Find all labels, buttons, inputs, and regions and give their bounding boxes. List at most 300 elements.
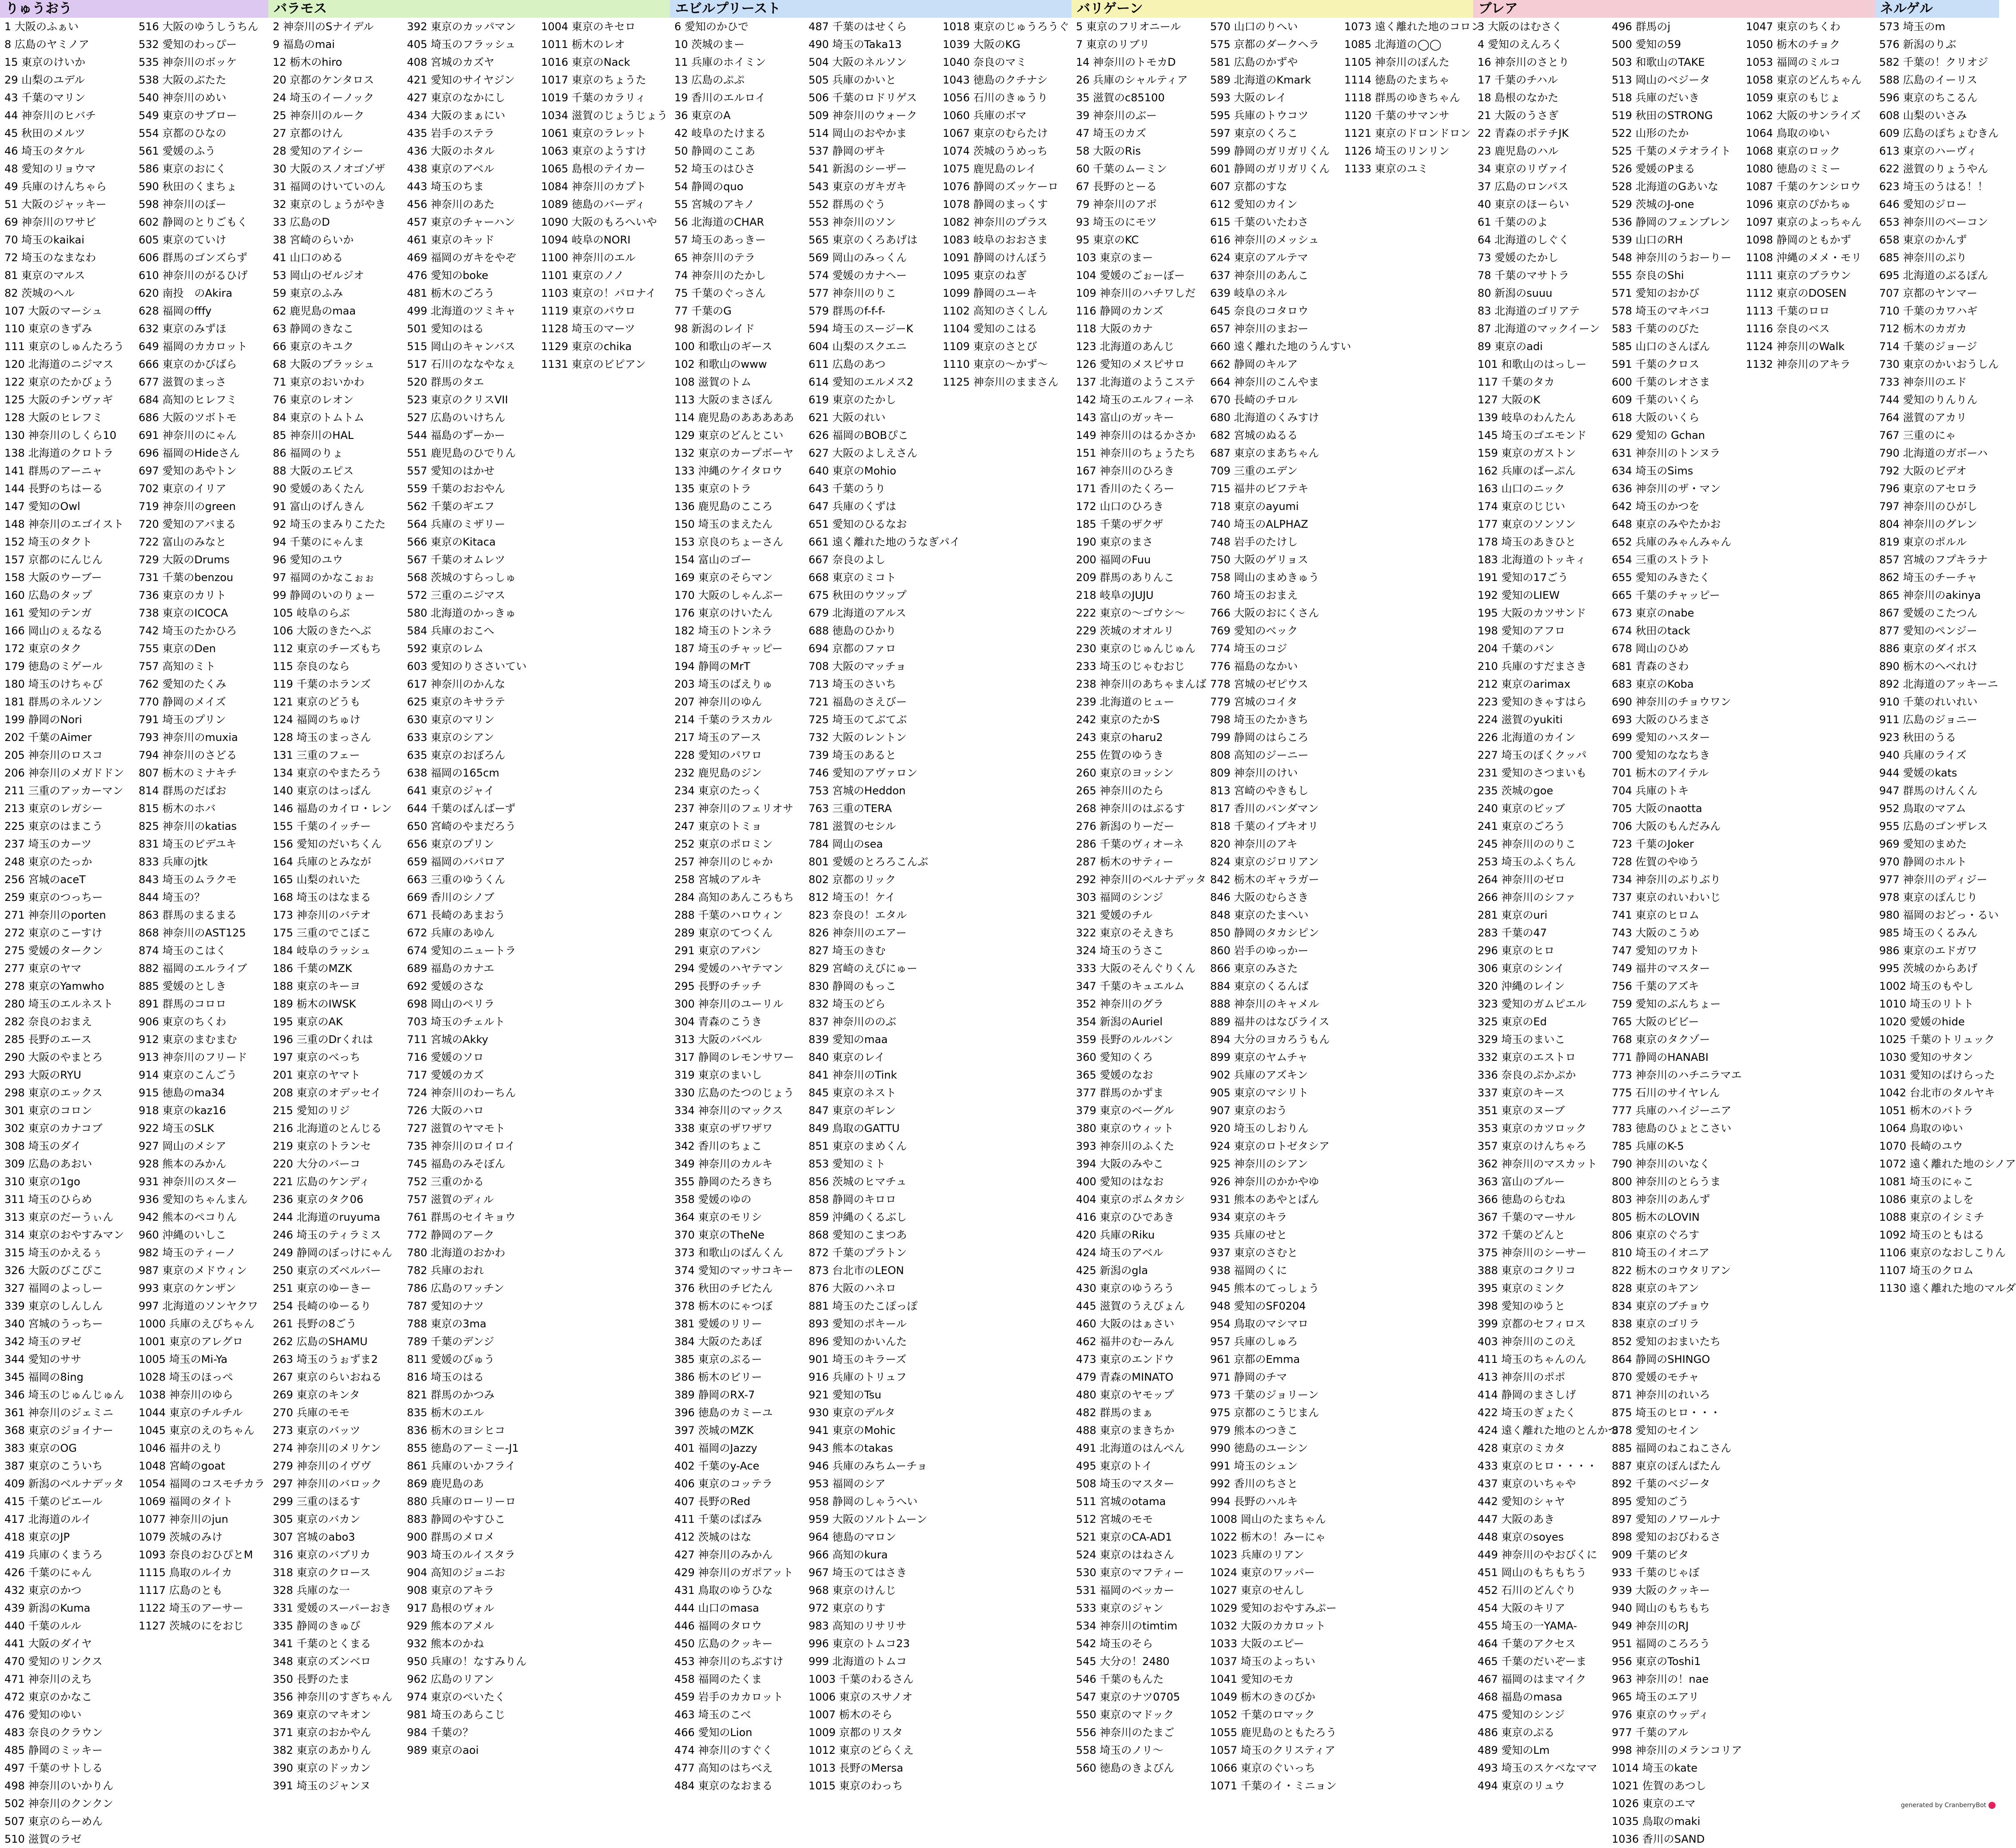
player-entry: 506 千葉のロドリゲス [809, 92, 917, 104]
player-entry: 621 大阪のれい [809, 411, 886, 424]
player-entry: 464 千葉のアクセス [1478, 1637, 1576, 1650]
player-entry: 176 東京のけいたん [674, 607, 773, 619]
player-entry: 1101 東京のノノ [541, 269, 624, 282]
section-3 [1072, 0, 1482, 1812]
player-entry: 485 静岡のミッキー [4, 1744, 103, 1756]
player-entry: 866 東京のみさた [1210, 962, 1298, 975]
player-entry: 1069 福岡のタイト [139, 1495, 233, 1508]
player-entry: 893 愛知のポキール [809, 1318, 907, 1330]
player-entry: 665 千葉のチャッピー [1612, 589, 1720, 601]
player-entry: 942 熊本のペコりん [139, 1211, 237, 1223]
player-entry: 391 埼玉のジャンヌ [273, 1780, 371, 1792]
player-entry: 534 神奈川のtimtim [1076, 1620, 1178, 1632]
player-entry: 553 神奈川のソン [809, 216, 896, 228]
player-entry: 858 静岡のキロロ [809, 1193, 896, 1206]
player-entry: 842 栃木のギャラガー [1210, 873, 1319, 886]
player-entry: 946 兵庫のみちムーチョ [809, 1460, 928, 1472]
player-entry: 825 神奈川のkatias [139, 820, 237, 832]
player-entry: 83 北海道のゴリアテ [1478, 305, 1580, 317]
player-entry: 771 静岡のHANABI [1612, 1051, 1709, 1063]
player-entry: 84 東京のトムトム [273, 411, 365, 424]
player-entry: 962 広島のリアン [407, 1673, 494, 1685]
player-entry: 955 広島のゴンザレス [1879, 820, 1988, 832]
player-entry: 209 群馬のありんこ [1076, 571, 1175, 584]
player-entry: 635 東京のおぼろん [407, 749, 506, 761]
player-entry: 523 東京のクリスVII [407, 394, 508, 406]
player-entry: 437 東京のいちゃや [1478, 1478, 1576, 1490]
player-entry: 647 兵庫のくずは [809, 500, 896, 513]
player-entry: 409 新潟のベルナデッタ [4, 1478, 124, 1490]
section-1 [268, 0, 670, 1812]
player-entry: 75 千葉のぐっさん [674, 287, 766, 299]
player-entry: 145 埼玉のゴエモンド [1478, 429, 1587, 442]
player-entry: 989 東京のaoi [407, 1744, 479, 1756]
player-entry: 58 大阪のRis [1076, 145, 1141, 157]
player-entry: 1127 茨城のにをおじ [139, 1620, 244, 1632]
player-entry: 71 東京のおいかわ [273, 376, 365, 388]
player-entry: 696 福岡のHideさん [139, 447, 240, 459]
player-entry: 972 東京のりす [809, 1602, 886, 1614]
player-entry: 182 埼玉のトンネラ [674, 625, 773, 637]
player-entry: 999 北海道のトムコ [809, 1655, 907, 1668]
player-entry: 661 遠く離れた地のうなぎパイ [809, 536, 960, 548]
player-entry: 700 愛知のななちき [1612, 749, 1710, 761]
player-entry: 570 山口のりへい [1210, 20, 1298, 33]
player-entry: 747 愛知のワカト [1612, 944, 1700, 957]
player-entry: 199 静岡のNori [4, 713, 82, 726]
player-entry: 323 愛知のガムピエル [1478, 998, 1587, 1010]
player-entry: 873 台北市のLEON [809, 1264, 904, 1277]
player-entry: 1124 神奈川のWalk [1746, 340, 1845, 353]
player-entry: 623 埼玉のうはる！！ [1879, 180, 1988, 193]
player-entry: 110 東京のきずみ [4, 323, 92, 335]
player-entry: 767 三重のにゃ [1879, 429, 1956, 442]
player-entry: 1003 千葉のわるさん [809, 1673, 914, 1685]
player-entry: 1088 東京のイシミチ [1879, 1211, 1984, 1223]
player-entry: 389 静岡のRX-7 [674, 1389, 755, 1401]
player-entry: 1034 滋賀のじょうじょう [541, 109, 668, 122]
player-entry: 266 神奈川のシファ [1478, 891, 1576, 904]
player-entry: 392 東京のカッパマン [407, 20, 516, 33]
player-entry: 459 岩手のカカロット [674, 1691, 783, 1703]
player-entry: 1061 東京のラレット [541, 127, 646, 139]
player-entry: 902 兵庫のアズキン [1210, 1069, 1308, 1081]
player-entry: 72 埼玉のなまなわ [4, 251, 96, 264]
player-entry: 732 大阪のレントン [809, 731, 907, 744]
player-entry: 1036 香川のSAND [1612, 1833, 1705, 1845]
player-entry: 486 東京のぷる [1478, 1726, 1555, 1739]
player-entry: 586 東京のおにく [139, 163, 227, 175]
player-entry: 59 東京のふみ [273, 287, 343, 299]
player-entry: 5 東京のフリオニール [1076, 20, 1181, 33]
player-entry: 1095 東京のねぎ [943, 269, 1027, 282]
player-entry: 345 福岡の8ing [4, 1371, 84, 1383]
player-entry: 416 東京のひであき [1076, 1211, 1175, 1223]
player-entry: 125 大阪のチンヴァギ [4, 394, 113, 406]
player-entry: 915 徳島のma34 [139, 1087, 225, 1099]
player-entry: 1060 兵庫のボマ [943, 109, 1027, 122]
player-entry: 886 東京のダイボス [1879, 642, 1977, 655]
player-entry: 571 愛知のおかび [1612, 287, 1700, 299]
player-entry: 476 愛知のboke [407, 269, 489, 282]
player-entry: 990 徳島のユーシン [1210, 1442, 1308, 1454]
player-entry: 25 神奈川のルーク [273, 109, 365, 122]
player-entry: 489 愛知のLm [1478, 1744, 1550, 1756]
player-entry: 554 京都のひなの [139, 127, 227, 139]
player-entry: 613 東京のハーヴィ [1879, 145, 1977, 157]
player-entry: 846 大阪のむらさき [1210, 891, 1309, 904]
player-entry: 170 大阪のしゃんぷー [674, 589, 784, 601]
player-entry: 1023 兵庫のリアン [1210, 1549, 1304, 1561]
player-entry: 448 東京のsoyes [1478, 1531, 1564, 1543]
player-entry: 958 静岡のしゃうへい [809, 1495, 918, 1508]
player-entry: 208 東京のオデッセイ [273, 1087, 382, 1099]
player-entry: 512 宮城のモモ [1076, 1513, 1153, 1525]
player-entry: 1119 東京のパウロ [541, 305, 636, 317]
player-entry: 977 千葉のアル [1612, 1726, 1689, 1739]
player-entry: 394 大阪のみやこ [1076, 1158, 1164, 1170]
player-entry: 1109 東京のさとび [943, 340, 1037, 353]
player-entry: 27 京都のけん [273, 127, 343, 139]
player-entry: 737 東京のれいわいじ [1612, 891, 1721, 904]
player-entry: 692 愛媛のさな [407, 980, 484, 992]
player-entry: 911 広島のジョニー [1879, 713, 1977, 726]
player-entry: 936 愛知のちゃんまん [139, 1193, 248, 1206]
player-entry: 371 東京のおかやん [273, 1726, 371, 1739]
player-entry: 225 東京のはまこう [4, 820, 103, 832]
player-entry: 23 鹿児島のハル [1478, 145, 1559, 157]
player-entry: 1112 東京のDOSEN [1746, 287, 1847, 299]
player-entry: 772 静岡のアーク [407, 1229, 494, 1241]
player-entry: 601 静岡のガリガリくん [1210, 163, 1330, 175]
player-entry: 920 埼玉のしおりん [1210, 1122, 1309, 1135]
player-entry: 769 愛知のベック [1210, 625, 1298, 637]
player-entry: 157 京都のにんじん [4, 554, 103, 566]
player-entry: 836 栃木のヨシヒコ [407, 1424, 506, 1437]
player-entry: 812 埼玉の！ケイ [809, 891, 896, 904]
player-entry: 378 栃木のにゃつぼ [674, 1300, 773, 1312]
player-entry: 996 東京のトムコ23 [809, 1637, 910, 1650]
player-entry: 731 千葉のbenzou [139, 571, 234, 584]
player-entry: 643 千葉のうり [809, 482, 886, 495]
player-entry: 1027 東京のせんし [1210, 1584, 1305, 1597]
player-entry: 297 神奈川のバロック [273, 1478, 382, 1490]
player-entry: 385 東京のぷるー [674, 1353, 762, 1366]
player-entry: 637 神奈川のあんこ [1210, 269, 1309, 282]
player-entry: 1097 東京のよっちゃん [1746, 216, 1862, 228]
player-entry: 817 香川のバンダマン [1210, 802, 1319, 815]
player-entry: 638 福岡の165cm [407, 767, 499, 779]
player-entry: 726 大阪のハロ [407, 1104, 484, 1117]
player-entry: 313 大阪のバベル [674, 1033, 762, 1046]
player-entry: 177 東京のソンソン [1478, 518, 1576, 530]
player-entry: 178 埼玉のあきひと [1478, 536, 1576, 548]
entry-column [273, 18, 401, 1795]
player-entry: 992 香川のちさと [1210, 1478, 1298, 1490]
player-entry: 1020 愛媛のhide [1879, 1016, 1965, 1028]
player-entry: 869 鹿児島のあ [407, 1478, 484, 1490]
player-entry: 714 千葉のジョージ [1879, 340, 1977, 353]
player-entry: 756 千葉のアズキ [1612, 980, 1699, 992]
player-entry: 330 広島のたつのじょう [674, 1087, 794, 1099]
player-entry: 568 茨城のすらっしゅ [407, 571, 516, 584]
player-entry: 431 鳥取のゆうひな [674, 1584, 773, 1597]
player-entry: 1006 東京のスサノオ [809, 1691, 913, 1703]
player-entry: 484 東京のなおまる [674, 1780, 773, 1792]
player-entry: 122 東京のたかびょう [4, 376, 114, 388]
player-entry: 295 長野のチッチ [674, 980, 762, 992]
player-entry: 435 岩手のステラ [407, 127, 494, 139]
player-entry: 296 東京のヒロ [1478, 944, 1555, 957]
player-entry: 365 愛媛のなお [1076, 1069, 1153, 1081]
player-entry: 340 宮城のうっちー [4, 1318, 103, 1330]
player-entry: 686 大阪のツボトモ [139, 411, 237, 424]
player-entry: 461 東京のキッド [407, 234, 494, 246]
player-entry: 835 栃木のエル [407, 1406, 484, 1419]
player-entry: 293 大阪のRYU [4, 1069, 81, 1081]
player-entry: 37 広島のロンパス [1478, 180, 1569, 193]
player-entry: 119 千葉のホランズ [273, 678, 371, 690]
player-entry: 1086 東京のよしを [1879, 1193, 1974, 1206]
player-entry: 579 群馬のf-f-f- [809, 305, 885, 317]
player-entry: 1047 東京のちくわ [1746, 20, 1841, 33]
player-entry: 559 千葉のおおやん [407, 482, 506, 495]
player-entry: 1107 埼玉のクロム [1879, 1264, 1974, 1277]
player-entry: 298 東京のエックス [4, 1087, 103, 1099]
player-entry: 332 東京のエストロ [1478, 1051, 1576, 1063]
player-entry: 678 岡山のひめ [1612, 642, 1689, 655]
player-entry: 246 埼玉のティラミス [273, 1229, 381, 1241]
player-entry: 280 埼玉のエルネスト [4, 998, 113, 1010]
player-entry: 528 北海道のGあいな [1612, 180, 1719, 193]
player-entry: 206 神奈川のメガドドン [4, 767, 124, 779]
player-entry: 1072 遠く離れた地のシノア [1879, 1158, 2016, 1170]
player-entry: 74 神奈川のたかし [674, 269, 766, 282]
player-entry: 488 東京のまきちか [1076, 1424, 1175, 1437]
player-entry: 811 愛媛のびゅう [407, 1353, 495, 1366]
player-entry: 960 沖縄のいしこ [139, 1229, 227, 1241]
player-entry: 857 宮城のフプキラナ [1879, 554, 1988, 566]
player-entry: 1075 鹿児島のレイ [943, 163, 1037, 175]
player-entry: 94 千葉のにゃんま [273, 536, 364, 548]
player-entry: 462 福井のむーみん [1076, 1335, 1175, 1348]
player-entry: 222 東京の～ゴウシ～ [1076, 607, 1185, 619]
player-entry: 221 広島のケンディ [273, 1175, 370, 1188]
player-entry: 565 東京のくろあげは [809, 234, 918, 246]
player-entry: 271 神奈川のporten [4, 909, 106, 921]
player-entry: 413 神奈川のポポ [1478, 1371, 1566, 1383]
player-entry: 1021 佐賀のあつし [1612, 1780, 1706, 1792]
player-entry: 1092 埼玉のともはる [1879, 1229, 1984, 1241]
player-entry: 35 滋賀のc85100 [1076, 92, 1165, 104]
player-entry: 490 埼玉のTaka13 [809, 38, 902, 51]
player-entry: 127 大阪のK [1478, 394, 1541, 406]
player-entry: 191 愛知の17ごう [1478, 571, 1568, 584]
player-entry: 401 福岡のJazzy [674, 1442, 757, 1454]
player-entry: 1089 徳島のバーディ [541, 198, 645, 211]
player-entry: 898 愛知のおびわるさ [1612, 1531, 1721, 1543]
player-entry: 105 岐阜のらぶ [273, 607, 350, 619]
player-entry: 526 愛媛のPまる [1612, 163, 1695, 175]
player-entry: 109 神奈川のハチワしだ [1076, 287, 1196, 299]
player-entry: 986 東京のエドガワ [1879, 944, 1977, 957]
player-entry: 561 愛媛のふう [139, 145, 216, 157]
player-entry: 104 愛媛のごぉーぼー [1076, 269, 1185, 282]
player-entry: 535 神奈川のボッケ [139, 56, 237, 68]
player-entry: 1129 東京のchika [541, 340, 632, 353]
player-entry: 961 京都のEmma [1210, 1353, 1300, 1366]
player-entry: 13 広島のぷぷ [674, 74, 745, 86]
player-entry: 194 静岡のMrT [674, 660, 750, 673]
player-entry: 256 宮城のaceT [4, 873, 86, 886]
player-entry: 808 高知のジーニー [1210, 749, 1309, 761]
player-entry: 671 長崎のあまおう [407, 909, 506, 921]
player-entry: 547 東京のナツ0705 [1076, 1691, 1180, 1703]
player-entry: 1012 東京のどらくえ [809, 1744, 914, 1756]
player-entry: 889 福井のはなびライス [1210, 1016, 1330, 1028]
player-entry: 162 兵庫のぱーぷん [1478, 465, 1576, 477]
player-entry: 226 北海道のカイン [1478, 731, 1576, 744]
player-entry: 48 愛知のリョウマ [4, 163, 96, 175]
player-entry: 1104 愛知のこはる [943, 323, 1037, 335]
player-entry: 878 愛知のセイン [1612, 1424, 1699, 1437]
player-entry: 935 兵庫のせと [1210, 1229, 1287, 1241]
player-entry: 374 愛知のマッサコキー [674, 1264, 793, 1277]
player-entry: 940 兵庫のライズ [1879, 749, 1967, 761]
player-entry: 907 東京のおう [1210, 1104, 1287, 1117]
player-entry: 818 千葉のイブキオリ [1210, 820, 1319, 832]
player-entry: 924 東京のロトゼタシア [1210, 1140, 1330, 1152]
player-entry: 654 三重のストラト [1612, 554, 1710, 566]
player-entry: 594 埼玉のスージーK [809, 323, 913, 335]
player-entry: 470 愛知のリンクス [4, 1655, 103, 1668]
player-entry: 810 埼玉のイオニア [1612, 1247, 1709, 1259]
player-entry: 830 静岡のもっこ [809, 980, 896, 992]
player-entry: 669 香川のシノブ [407, 891, 494, 904]
player-entry: 337 東京のキース [1478, 1087, 1565, 1099]
player-entry: 412 茨城のはな [674, 1531, 752, 1543]
player-entry: 618 大阪のいくら [1612, 411, 1700, 424]
player-entry: 596 東京のちこるん [1879, 92, 1978, 104]
player-entry: 929 熊本のアメル [407, 1620, 494, 1632]
player-entry: 501 愛知のはる [407, 323, 484, 335]
player-entry: 538 大阪のぶたた [139, 74, 227, 86]
player-entry: 1008 岡山のたまちゃん [1210, 1513, 1326, 1525]
player-entry: 99 静岡のいのりょー [273, 589, 375, 601]
player-entry: 581 広島のかずや [1210, 56, 1298, 68]
player-entry: 148 神奈川のエゴイスト [4, 518, 124, 530]
player-entry: 474 神奈川のすぐく [674, 1744, 773, 1756]
player-entry: 168 埼玉のはなまる [273, 891, 371, 904]
player-entry: 723 千葉のJoker [1612, 838, 1694, 850]
player-entry: 733 神奈川のエド [1879, 376, 1967, 388]
player-entry: 627 大阪のよしえさん [809, 447, 918, 459]
player-entry: 1024 東京のワッパー [1210, 1566, 1315, 1579]
player-entry: 861 兵庫のいかフライ [407, 1460, 516, 1472]
player-entry: 169 東京のそらマン [674, 571, 773, 584]
player-entry: 760 埼玉のおまえ [1210, 589, 1298, 601]
player-entry: 841 神奈川のTink [809, 1069, 897, 1081]
player-entry: 334 神奈川のマックス [674, 1104, 783, 1117]
player-entry: 543 東京のガキガキ [809, 180, 907, 193]
player-entry: 697 愛知のあやトン [139, 465, 237, 477]
player-entry: 1108 沖縄のメメ・モリ [1746, 251, 1862, 264]
player-entry: 45 秋田のメルツ [4, 127, 86, 139]
player-entry: 910 千葉のれいれい [1879, 696, 1978, 708]
player-entry: 315 埼玉のかえるぅ [4, 1247, 103, 1259]
player-entry: 12 栃木のhiro [273, 56, 343, 68]
player-entry: 144 長野のちはーる [4, 482, 103, 495]
player-entry: 26 兵庫のシャルティア [1076, 74, 1188, 86]
player-entry: 187 埼玉のチャッピー [674, 642, 783, 655]
player-entry: 834 東京のブチョウ [1612, 1300, 1710, 1312]
player-entry: 1018 東京のじゅうろうぐ [943, 20, 1069, 33]
player-entry: 428 東京のミカタ [1478, 1442, 1566, 1454]
player-entry: 154 富山のゴー [674, 554, 752, 566]
player-entry: 985 埼玉のくるみん [1879, 927, 1978, 939]
player-entry: 146 福島のカイロ・レン [273, 802, 392, 815]
player-entry: 425 新潟のgla [1076, 1264, 1148, 1277]
player-entry: 388 東京のコクリコ [1478, 1264, 1576, 1277]
player-entry: 691 神奈川のにゃん [139, 429, 237, 442]
player-entry: 829 宮崎のえびにゅー [809, 962, 917, 975]
player-entry: 258 宮城のアルキ [674, 873, 762, 886]
player-entry: 1030 愛知のサタン [1879, 1051, 1973, 1063]
player-entry: 711 宮城のAkky [407, 1033, 488, 1046]
player-entry: 357 東京のけんちゃろ [1478, 1140, 1587, 1152]
player-entry: 115 奈良のなら [273, 660, 350, 673]
player-entry: 117 千葉のタカ [1478, 376, 1555, 388]
player-entry: 421 愛知のサイヤジン [407, 74, 515, 86]
player-entry: 446 福岡のタロウ [674, 1620, 762, 1632]
player-entry: 414 静岡のまさしげ [1478, 1389, 1576, 1401]
player-entry: 572 三重のニジマス [407, 589, 506, 601]
player-entry: 620 南投 のAkira [139, 287, 232, 299]
player-entry: 957 兵庫のしゅろ [1210, 1335, 1298, 1348]
player-entry: 645 奈良のコタロウ [1210, 305, 1309, 317]
player-entry: 823 奈良の！エタル [809, 909, 907, 921]
player-entry: 477 高知のはちべえ [674, 1762, 773, 1774]
player-entry: 264 神奈川のゼロ [1478, 873, 1566, 886]
player-entry: 303 福岡のシンジ [1076, 891, 1163, 904]
player-entry: 186 千葉のMZK [273, 962, 352, 975]
player-entry: 107 大阪のマーシュ [4, 305, 103, 317]
player-entry: 307 宮城のabo3 [273, 1531, 355, 1543]
player-entry: 498 神奈川のいかりん [4, 1780, 114, 1792]
player-entry: 403 神奈川のこのえ [1478, 1335, 1576, 1348]
player-entry: 1085 北海道の◯◯ [1344, 38, 1442, 51]
player-entry: 656 東京のプリン [407, 838, 494, 850]
player-entry: 381 愛媛のリリー [674, 1318, 762, 1330]
player-entry: 103 東京のまー [1076, 251, 1153, 264]
player-entry: 787 愛知のナツ [407, 1300, 484, 1312]
player-entry: 1090 大阪のもろへいや [541, 216, 657, 228]
player-entry: 38 宮崎のらいか [273, 234, 354, 246]
player-entry: 979 熊本のつきこ [1210, 1424, 1298, 1437]
player-entry: 368 東京のジョイナー [4, 1424, 113, 1437]
player-entry: 247 東京のトミョ [674, 820, 762, 832]
player-entry: 116 静岡のカンズ [1076, 305, 1163, 317]
player-entry: 335 静岡のきゅび [273, 1620, 361, 1632]
player-entry: 925 神奈川のシアン [1210, 1158, 1308, 1170]
player-entry: 939 大阪のクッキー [1612, 1584, 1710, 1597]
player-entry: 980 福岡のおどっ・るい [1879, 909, 1999, 921]
player-entry: 849 鳥取のGATTU [809, 1122, 900, 1135]
player-entry: 532 愛知のわっぴー [139, 38, 237, 51]
player-entry: 121 東京のどうも [273, 696, 361, 708]
player-entry: 833 兵庫のjtk [139, 856, 208, 868]
player-entry: 1000 兵庫のえびちゃん [139, 1318, 255, 1330]
